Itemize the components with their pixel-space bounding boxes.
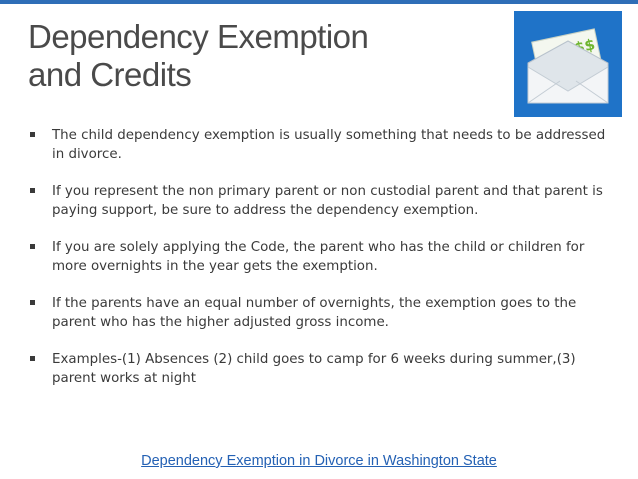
top-accent-bar <box>0 0 638 4</box>
bullet-item <box>30 126 620 164</box>
slide-title-line-2: and Credits <box>28 56 192 93</box>
bullet-marker <box>30 300 35 305</box>
slide-title <box>28 18 498 94</box>
envelope-with-money-icon <box>514 11 622 117</box>
bullet-text: If you are solely applying the Code, the parent who has the child or children for more overnights in the year gets the exemption. <box>52 240 585 274</box>
bullet-marker <box>30 356 35 361</box>
bullet-marker <box>30 132 35 137</box>
bullet-text: The child dependency exemption is usually something that needs to be addressed in divorce. <box>52 128 606 162</box>
slide-title-line-1: Dependency Exemption <box>28 18 369 55</box>
bullet-marker <box>30 188 35 193</box>
bullet-text: Examples-(1) Absences (2) child goes to camp for 6 weeks during summer,(3) parent works at night <box>52 352 576 386</box>
bullet-item <box>30 294 620 332</box>
bullet-item <box>30 182 620 220</box>
bullet-item <box>30 238 620 276</box>
bullet-text: If you represent the non primary parent or non custodial parent and that parent is paying support, be sure to address the dependency exemption. <box>52 184 603 218</box>
bullet-text: If the parents have an equal number of overnights, the exemption goes to the parent who has the higher adjusted gross income. <box>52 296 577 330</box>
bullet-item <box>30 350 620 388</box>
bullet-list <box>30 126 620 406</box>
footer-source-link[interactable]: Dependency Exemption in Divorce in Washington State <box>141 453 497 469</box>
bullet-marker <box>30 244 35 249</box>
